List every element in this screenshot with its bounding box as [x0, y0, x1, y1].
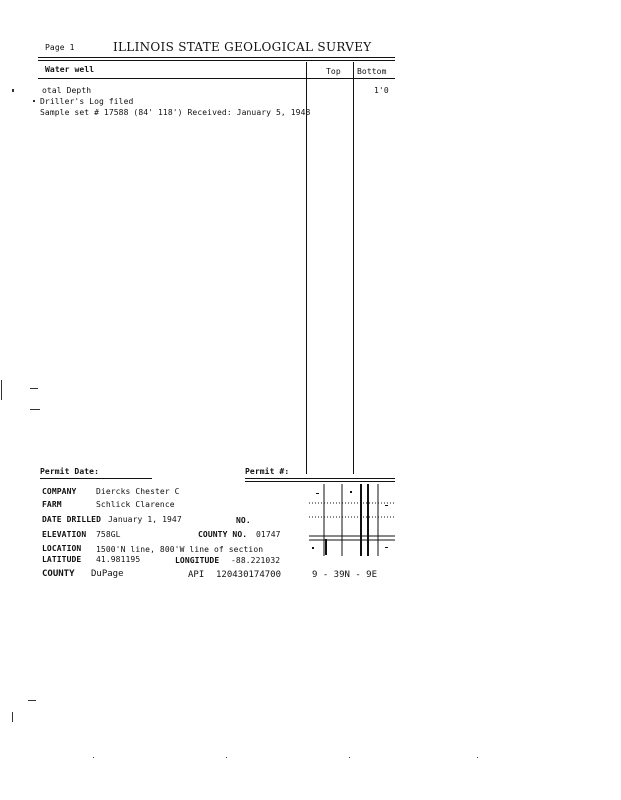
scan-speck — [226, 757, 227, 758]
scan-speck — [30, 409, 40, 410]
page-number: Page 1 — [45, 43, 75, 52]
description-column-header: Water well — [45, 65, 95, 74]
grid-tick — [385, 547, 388, 548]
scan-speck — [12, 89, 14, 92]
log-row-sample-set: Sample set # 17588 (84' 118') Received: January 5, 1948 — [40, 108, 311, 117]
scan-speck — [12, 712, 13, 722]
scan-speck — [93, 757, 94, 758]
county-label: COUNTY — [42, 569, 75, 579]
date-drilled-value: January 1, 1947 — [108, 515, 182, 524]
location-value: 1500'N line, 800'W line of section — [96, 545, 264, 554]
bottom-column-header: Bottom — [357, 67, 387, 76]
scan-speck — [30, 388, 38, 389]
elevation-label: ELEVATION — [42, 530, 87, 539]
grid-tick — [316, 493, 319, 494]
bottom-column-divider — [353, 62, 354, 474]
scan-speck — [28, 700, 36, 701]
well-number-label: NO. — [236, 516, 251, 525]
farm-label: FARM — [42, 500, 62, 509]
header-rule-top — [38, 57, 395, 58]
log-row-drillers-log: Driller's Log filed — [40, 97, 134, 106]
permit-date-label: Permit Date: — [40, 467, 99, 476]
scan-speck — [477, 757, 478, 758]
latitude-label: LATITUDE — [42, 555, 82, 564]
header-rule-bottom — [38, 60, 395, 61]
county-number-label: COUNTY NO. — [198, 530, 248, 539]
date-drilled-label: DATE DRILLED — [42, 515, 101, 524]
grid-tick — [312, 547, 314, 549]
elevation-value: 758GL — [96, 530, 121, 539]
top-column-header: Top — [326, 67, 341, 76]
county-number-value: 01747 — [256, 530, 281, 539]
column-header-rule — [38, 78, 395, 79]
api-value: 120430174700 — [216, 570, 282, 580]
grid-tick — [385, 505, 388, 506]
longitude-label: LONGITUDE — [175, 556, 220, 565]
api-label: API — [188, 570, 205, 580]
section-location-grid — [306, 481, 396, 559]
permit-date-rule — [40, 478, 152, 479]
permit-number-rule — [245, 478, 395, 479]
company-value: Diercks Chester C — [96, 487, 180, 496]
scan-speck — [1, 380, 2, 400]
page-title: ILLINOIS STATE GEOLOGICAL SURVEY — [113, 40, 372, 54]
log-row-total-depth-bottom: 1'0 — [374, 86, 389, 95]
scan-speck — [349, 757, 350, 758]
location-label: LOCATION — [42, 544, 82, 553]
top-column-divider — [306, 62, 307, 474]
grid-tick — [350, 491, 352, 493]
county-value: DuPage — [91, 569, 124, 579]
longitude-value: -88.221032 — [231, 556, 281, 565]
township-range-section: 9 - 39N - 9E — [312, 570, 378, 580]
log-row-total-depth: otal Depth — [42, 86, 92, 95]
permit-number-label: Permit #: — [245, 467, 290, 476]
company-label: COMPANY — [42, 487, 77, 496]
farm-value: Schlick Clarence — [96, 500, 175, 509]
latitude-value: 41.981195 — [96, 555, 141, 564]
scan-speck — [33, 100, 35, 102]
